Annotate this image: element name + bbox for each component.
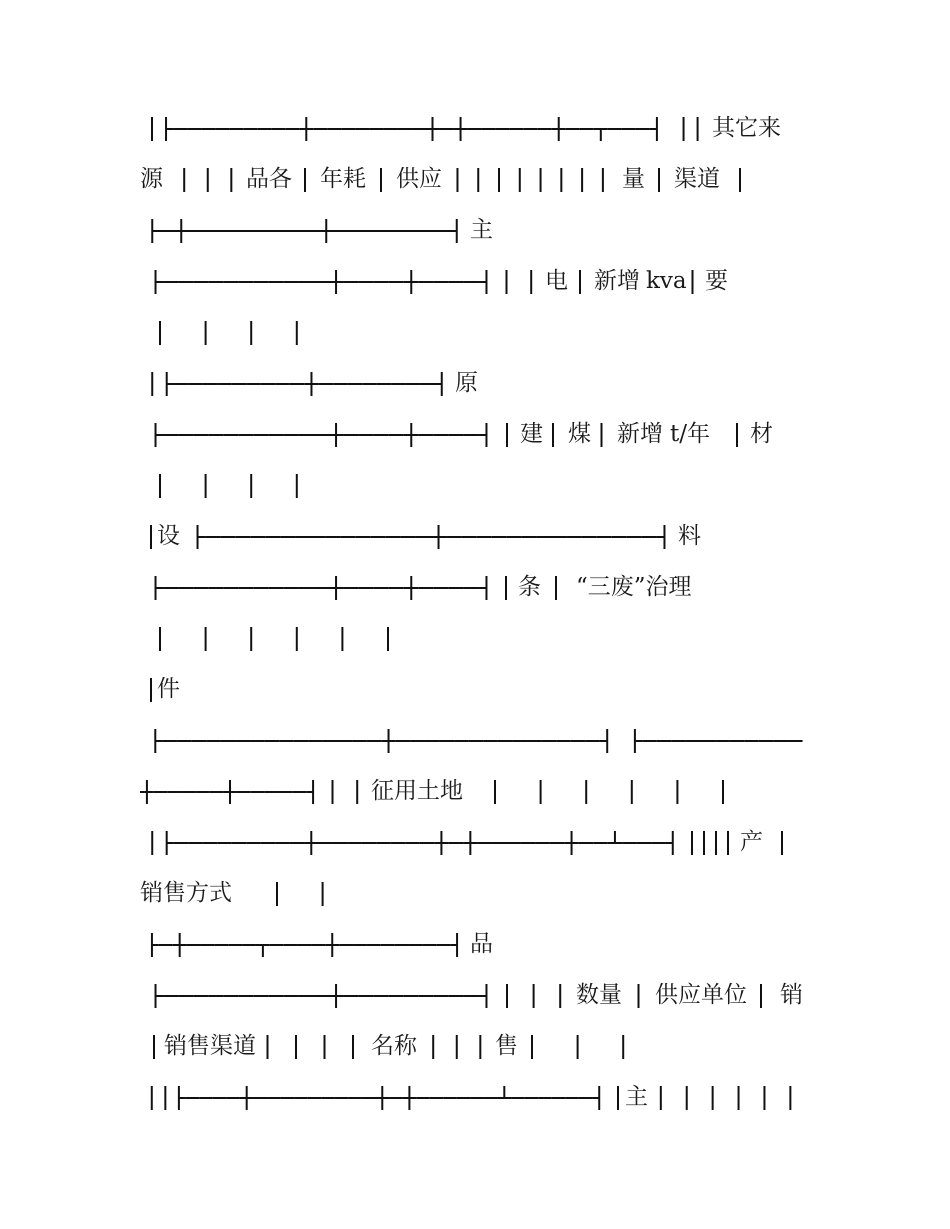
document-text: t/年 — [670, 421, 710, 447]
table-rule-group — [0, 1028, 950, 1064]
document-text: 其它来 — [712, 115, 781, 141]
table-rule-text — [730, 416, 731, 452]
document-text: 供应 — [396, 166, 442, 192]
table-rule-text — [770, 824, 771, 860]
document-text: 年耗 — [320, 166, 366, 192]
document-text: 原 — [455, 370, 478, 396]
document-text: 条 — [518, 574, 541, 600]
document-text: 新增 — [594, 268, 640, 294]
table-rule-group — [0, 314, 950, 350]
table-rule-group — [0, 110, 950, 146]
document-text: 煤 — [568, 421, 591, 447]
table-rule-group — [0, 875, 950, 911]
document-text: 销售方式 — [140, 880, 232, 906]
document-text: 销 — [780, 982, 803, 1008]
document-text: 征用土地 — [371, 778, 463, 804]
document-text: 设 — [157, 523, 180, 549]
table-rule-group — [0, 569, 950, 605]
table-rule-group — [0, 416, 950, 452]
document-text: 名称 — [371, 1033, 417, 1059]
document-text: 品各 — [246, 166, 292, 192]
table-rule-group — [0, 1079, 950, 1115]
table-rule-group — [0, 773, 950, 809]
table-rule-text — [145, 365, 158, 401]
table-rule-text — [148, 620, 153, 656]
document-text: 品 — [470, 931, 493, 957]
table-rule-text — [265, 875, 267, 911]
table-rule-group — [0, 518, 950, 554]
document-text: 主 — [470, 217, 493, 243]
table-rule-text — [148, 722, 175, 758]
table-rule-text — [145, 110, 169, 146]
table-rule-group — [0, 977, 950, 1013]
document-text: 数量 — [576, 982, 622, 1008]
document-text: kva — [646, 268, 687, 294]
document-text: 料 — [678, 523, 701, 549]
document-text: 新增 — [617, 421, 663, 447]
table-rule-text — [544, 569, 545, 605]
document-text: 销售渠道 — [164, 1033, 256, 1059]
table-rule-group — [0, 467, 950, 503]
document-text: 渠道 — [674, 166, 720, 192]
table-rule-group — [0, 824, 950, 860]
table-rule-text — [148, 314, 151, 350]
table-rule-group — [0, 263, 950, 299]
table-rule-group — [0, 671, 950, 707]
table-rule-text — [483, 773, 488, 809]
table-rule-text — [145, 671, 146, 707]
document-text: 要 — [705, 268, 728, 294]
table-rule-text — [520, 1028, 522, 1064]
table-rule-group — [0, 161, 950, 197]
document-text: 电 — [545, 268, 568, 294]
table-rule-text — [145, 926, 159, 962]
table-rule-text — [728, 161, 729, 197]
document-text: 供应单位 — [655, 982, 747, 1008]
document-text: 材 — [750, 421, 773, 447]
table-rule-group — [0, 722, 950, 758]
document-text: “三废”治理 — [576, 574, 692, 600]
document-text: 售 — [495, 1033, 518, 1059]
table-rule-group — [0, 620, 950, 656]
document-text: 主 — [625, 1084, 648, 1110]
table-rule-text — [749, 977, 750, 1013]
document-text: 量 — [622, 166, 645, 192]
table-rule-text — [686, 263, 687, 299]
table-rule-text — [190, 518, 209, 554]
table-rule-text — [654, 1079, 659, 1115]
document-text: 件 — [157, 676, 180, 702]
document-text: 建 — [520, 421, 543, 447]
table-rule-text — [148, 467, 151, 503]
table-rule-text — [145, 212, 158, 248]
document-text: 源 — [140, 166, 163, 192]
document-text: 产 — [740, 829, 763, 855]
